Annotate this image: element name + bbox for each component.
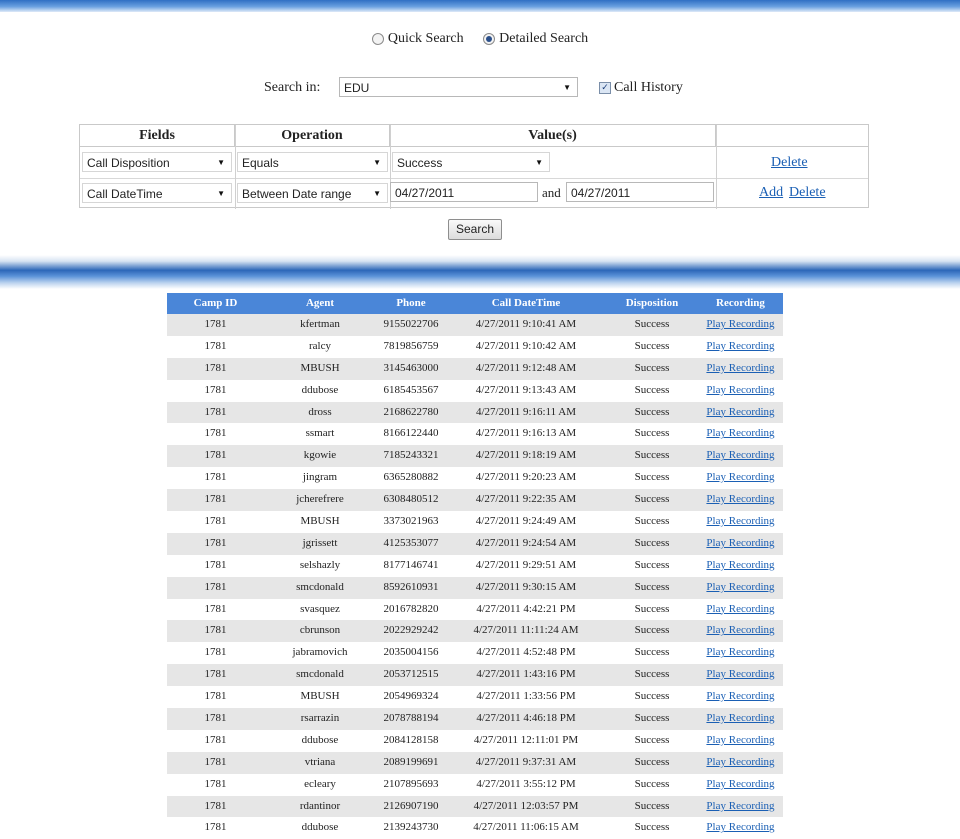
table-row [167, 555, 783, 577]
phone-cell: 2139243730 [383, 821, 439, 834]
call-datetime-cell: 4/27/2011 9:10:42 AM [475, 339, 577, 352]
chevron-down-icon: ▼ [373, 158, 381, 167]
column-header-call-datetime: Call DateTime [491, 297, 561, 309]
agent-cell: jabramovich [292, 646, 348, 659]
phone-cell: 4125353077 [383, 536, 439, 549]
call-datetime-cell: 4/27/2011 4:42:21 PM [476, 602, 576, 615]
table-row [167, 511, 783, 533]
call-datetime-cell: 4/27/2011 9:12:48 AM [475, 361, 577, 374]
value-select-value: Success [397, 156, 443, 170]
chevron-down-icon: ▼ [217, 189, 225, 198]
chevron-down-icon: ▼ [373, 189, 381, 198]
table-row [167, 380, 783, 402]
play-recording-link[interactable]: Play Recording [706, 646, 775, 659]
field-select-value: Call Disposition [87, 156, 170, 170]
phone-cell: 7819856759 [383, 339, 439, 352]
camp-id-cell: 1781 [204, 449, 227, 462]
agent-cell: jcherefrere [296, 493, 344, 506]
phone-cell: 6185453567 [383, 383, 439, 396]
play-recording-link[interactable]: Play Recording [706, 515, 775, 528]
phone-cell: 3373021963 [383, 515, 439, 528]
camp-id-cell: 1781 [204, 602, 227, 615]
camp-id-cell: 1781 [204, 755, 227, 768]
camp-id-cell: 1781 [204, 646, 227, 659]
phone-cell: 2126907190 [383, 799, 439, 812]
disposition-cell: Success [634, 558, 670, 571]
play-recording-link[interactable]: Play Recording [706, 558, 775, 571]
table-row [167, 489, 783, 511]
agent-cell: jingram [302, 471, 338, 484]
call-history-label: Call History [614, 80, 683, 95]
call-datetime-cell: 4/27/2011 9:37:31 AM [475, 755, 577, 768]
call-datetime-cell: 4/27/2011 9:24:54 AM [475, 536, 577, 549]
agent-cell: vtriana [304, 755, 336, 768]
camp-id-cell: 1781 [204, 427, 227, 440]
disposition-cell: Success [634, 536, 670, 549]
play-recording-link[interactable]: Play Recording [706, 755, 775, 768]
table-row [167, 817, 783, 839]
criteria-header-operation: Operation [235, 125, 390, 147]
search-in-value: EDU [344, 81, 370, 95]
play-recording-link[interactable]: Play Recording [706, 733, 775, 746]
table-row [167, 774, 783, 796]
play-recording-link[interactable]: Play Recording [706, 493, 775, 506]
phone-cell: 2168622780 [383, 405, 439, 418]
camp-id-cell: 1781 [204, 733, 227, 746]
agent-cell: rdantinor [299, 799, 341, 812]
disposition-cell: Success [634, 602, 670, 615]
table-row [167, 796, 783, 818]
agent-cell: smcdonald [296, 580, 344, 593]
detailed-search-label: Detailed Search [499, 31, 589, 46]
camp-id-cell: 1781 [204, 383, 227, 396]
table-row [167, 402, 783, 424]
chevron-down-icon: ▼ [535, 158, 543, 167]
camp-id-cell: 1781 [204, 515, 227, 528]
call-history-option[interactable] [599, 80, 683, 96]
chevron-down-icon: ▼ [563, 83, 571, 92]
table-row [167, 314, 783, 336]
phone-cell: 2016782820 [383, 602, 439, 615]
delete-link[interactable]: Delete [789, 185, 826, 200]
search-in-row [0, 76, 960, 100]
camp-id-cell: 1781 [204, 339, 227, 352]
call-datetime-cell: 4/27/2011 9:16:13 AM [475, 427, 577, 440]
call-datetime-cell: 4/27/2011 12:03:57 PM [473, 799, 579, 812]
agent-cell: MBUSH [300, 690, 340, 703]
search-mode-group [0, 31, 960, 50]
play-recording-link[interactable]: Play Recording [706, 361, 775, 374]
column-header-recording: Recording [716, 297, 765, 309]
camp-id-cell: 1781 [204, 405, 227, 418]
search-in-label: Search in: [264, 80, 321, 95]
camp-id-cell: 1781 [204, 690, 227, 703]
column-header-disposition: Disposition [625, 297, 679, 309]
disposition-cell: Success [634, 449, 670, 462]
call-datetime-cell: 4/27/2011 12:11:01 PM [473, 733, 579, 746]
search-in-select[interactable] [339, 77, 578, 97]
play-recording-link[interactable]: Play Recording [706, 624, 775, 637]
disposition-cell: Success [634, 515, 670, 528]
disposition-cell: Success [634, 318, 670, 330]
play-recording-link[interactable]: Play Recording [706, 668, 775, 681]
play-recording-link[interactable]: Play Recording [706, 536, 775, 549]
call-datetime-cell: 4/27/2011 9:24:49 AM [475, 515, 577, 528]
disposition-cell: Success [634, 668, 670, 681]
quick-search-radio[interactable] [372, 31, 464, 47]
field-select[interactable] [82, 152, 232, 172]
disposition-cell: Success [634, 755, 670, 768]
field-select[interactable] [82, 183, 232, 203]
agent-cell: ecleary [304, 777, 336, 790]
agent-cell: dross [308, 405, 332, 418]
agent-cell: selshazly [299, 558, 341, 571]
camp-id-cell: 1781 [204, 580, 227, 593]
add-link[interactable]: Add [759, 185, 784, 200]
phone-cell: 2084128158 [383, 733, 439, 746]
disposition-cell: Success [634, 339, 670, 352]
phone-cell: 2089199691 [383, 755, 439, 768]
call-datetime-cell: 4/27/2011 4:46:18 PM [476, 712, 576, 725]
play-recording-link[interactable]: Play Recording [706, 712, 775, 725]
play-recording-link[interactable]: Play Recording [706, 339, 775, 352]
disposition-cell: Success [634, 624, 670, 637]
phone-cell: 8166122440 [383, 427, 439, 440]
field-select-value: Call DateTime [87, 187, 163, 201]
camp-id-cell: 1781 [204, 536, 227, 549]
operation-select[interactable] [237, 183, 388, 203]
table-row [167, 730, 783, 752]
table-row [167, 336, 783, 358]
call-history-checkbox[interactable]: ✓ [599, 82, 611, 94]
table-row [167, 686, 783, 708]
disposition-cell: Success [634, 712, 670, 725]
call-datetime-cell: 4/27/2011 9:22:35 AM [475, 493, 577, 506]
call-datetime-cell: 4/27/2011 9:30:15 AM [475, 580, 577, 593]
table-row [167, 445, 783, 467]
agent-cell: ddubose [301, 821, 339, 834]
play-recording-link[interactable]: Play Recording [706, 471, 775, 484]
play-recording-link[interactable]: Play Recording [706, 821, 775, 834]
disposition-cell: Success [634, 471, 670, 484]
call-datetime-cell: 4/27/2011 11:06:15 AM [473, 821, 579, 834]
phone-cell: 8177146741 [383, 558, 439, 571]
camp-id-cell: 1781 [204, 712, 227, 725]
phone-cell: 6308480512 [383, 493, 439, 506]
disposition-cell: Success [634, 361, 670, 374]
call-datetime-cell: 4/27/2011 3:55:12 PM [476, 777, 576, 790]
camp-id-cell: 1781 [204, 821, 227, 834]
agent-cell: MBUSH [300, 361, 340, 374]
quick-search-radio-icon[interactable] [372, 33, 384, 45]
camp-id-cell: 1781 [204, 361, 227, 374]
agent-cell: rsarrazin [300, 712, 340, 725]
criteria-row [80, 179, 870, 209]
agent-cell: MBUSH [300, 515, 340, 528]
results-table [167, 293, 783, 839]
camp-id-cell: 1781 [204, 799, 227, 812]
call-datetime-cell: 4/27/2011 1:33:56 PM [476, 690, 576, 703]
play-recording-link[interactable]: Play Recording [706, 777, 775, 790]
call-datetime-cell: 4/27/2011 11:11:24 AM [473, 624, 579, 637]
camp-id-cell: 1781 [204, 777, 227, 790]
disposition-cell: Success [634, 493, 670, 506]
camp-id-cell: 1781 [204, 624, 227, 637]
date-from-input[interactable]: 04/27/2011 [390, 182, 538, 202]
agent-cell: smcdonald [296, 668, 344, 681]
phone-cell: 3145463000 [383, 361, 439, 374]
agent-cell: cbrunson [299, 624, 341, 637]
search-button[interactable]: Search [448, 219, 502, 240]
column-header-phone: Phone [396, 297, 426, 309]
agent-cell: ddubose [301, 383, 339, 396]
phone-cell: 8592610931 [383, 580, 439, 593]
phone-cell: 7185243321 [383, 449, 439, 462]
delete-link[interactable]: Delete [771, 155, 808, 170]
table-row [167, 620, 783, 642]
call-datetime-cell: 4/27/2011 9:16:11 AM [475, 405, 577, 418]
date-to-input[interactable]: 04/27/2011 [566, 182, 714, 202]
quick-search-label: Quick Search [387, 31, 464, 46]
call-datetime-cell: 4/27/2011 1:43:16 PM [476, 668, 576, 681]
table-row [167, 752, 783, 774]
criteria-header-fields: Fields [80, 125, 235, 147]
camp-id-cell: 1781 [204, 493, 227, 506]
phone-cell: 6365280882 [383, 471, 439, 484]
chevron-down-icon: ▼ [217, 158, 225, 167]
phone-cell: 2078788194 [383, 712, 439, 725]
agent-cell: svasquez [300, 602, 340, 615]
play-recording-link[interactable]: Play Recording [706, 383, 775, 396]
table-row [167, 533, 783, 555]
table-row [167, 467, 783, 489]
column-header-camp-id: Camp ID [193, 297, 238, 309]
criteria-header-actions [716, 125, 868, 147]
table-row [167, 577, 783, 599]
play-recording-link[interactable]: Play Recording [706, 405, 775, 418]
disposition-cell: Success [634, 733, 670, 746]
disposition-cell: Success [634, 646, 670, 659]
table-row [167, 358, 783, 380]
agent-cell: kfertman [300, 318, 340, 330]
camp-id-cell: 1781 [204, 471, 227, 484]
call-datetime-cell: 4/27/2011 9:13:43 AM [475, 383, 577, 396]
agent-cell: ssmart [305, 427, 335, 440]
criteria-table [79, 124, 869, 208]
agent-cell: jgrissett [302, 536, 338, 549]
play-recording-link[interactable]: Play Recording [706, 427, 775, 440]
table-row [167, 708, 783, 730]
call-datetime-cell: 4/27/2011 9:18:19 AM [475, 449, 577, 462]
camp-id-cell: 1781 [204, 318, 227, 330]
call-datetime-cell: 4/27/2011 9:29:51 AM [475, 558, 577, 571]
camp-id-cell: 1781 [204, 668, 227, 681]
camp-id-cell: 1781 [204, 558, 227, 571]
phone-cell: 2107895693 [383, 777, 439, 790]
agent-cell: ralcy [309, 339, 331, 352]
column-header-agent: Agent [305, 297, 335, 309]
disposition-cell: Success [634, 690, 670, 703]
phone-cell: 2053712515 [383, 668, 439, 681]
disposition-cell: Success [634, 405, 670, 418]
play-recording-link[interactable]: Play Recording [706, 602, 775, 615]
table-row [167, 423, 783, 445]
call-datetime-cell: 4/27/2011 9:20:23 AM [475, 471, 577, 484]
play-recording-link[interactable]: Play Recording [706, 449, 775, 462]
phone-cell: 9155022706 [383, 318, 439, 330]
agent-cell: kgowie [303, 449, 337, 462]
criteria-row [80, 149, 870, 179]
section-divider [0, 255, 960, 289]
phone-cell: 2022929242 [383, 624, 439, 637]
results-body [167, 314, 783, 839]
disposition-cell: Success [634, 799, 670, 812]
play-recording-link[interactable]: Play Recording [706, 580, 775, 593]
disposition-cell: Success [634, 383, 670, 396]
detailed-search-radio-icon[interactable] [483, 33, 495, 45]
operation-select[interactable] [237, 152, 388, 172]
play-recording-link[interactable]: Play Recording [706, 318, 775, 330]
disposition-cell: Success [634, 580, 670, 593]
and-label: and [542, 185, 561, 200]
top-header-bar [0, 0, 960, 12]
phone-cell: 2054969324 [383, 690, 439, 703]
play-recording-link[interactable]: Play Recording [706, 690, 775, 703]
play-recording-link[interactable]: Play Recording [706, 799, 775, 812]
call-datetime-cell: 4/27/2011 4:52:48 PM [476, 646, 576, 659]
value-select[interactable] [392, 152, 550, 172]
phone-cell: 2035004156 [383, 646, 439, 659]
results-header [167, 293, 783, 314]
table-row [167, 642, 783, 664]
criteria-header-values: Value(s) [390, 125, 716, 147]
call-datetime-cell: 4/27/2011 9:10:41 AM [475, 318, 577, 330]
table-row [167, 664, 783, 686]
disposition-cell: Success [634, 821, 670, 834]
operation-select-value: Equals [242, 156, 279, 170]
disposition-cell: Success [634, 777, 670, 790]
table-row [167, 599, 783, 621]
detailed-search-radio[interactable] [483, 31, 588, 47]
disposition-cell: Success [634, 427, 670, 440]
agent-cell: ddubose [301, 733, 339, 746]
operation-select-value: Between Date range [242, 187, 352, 201]
